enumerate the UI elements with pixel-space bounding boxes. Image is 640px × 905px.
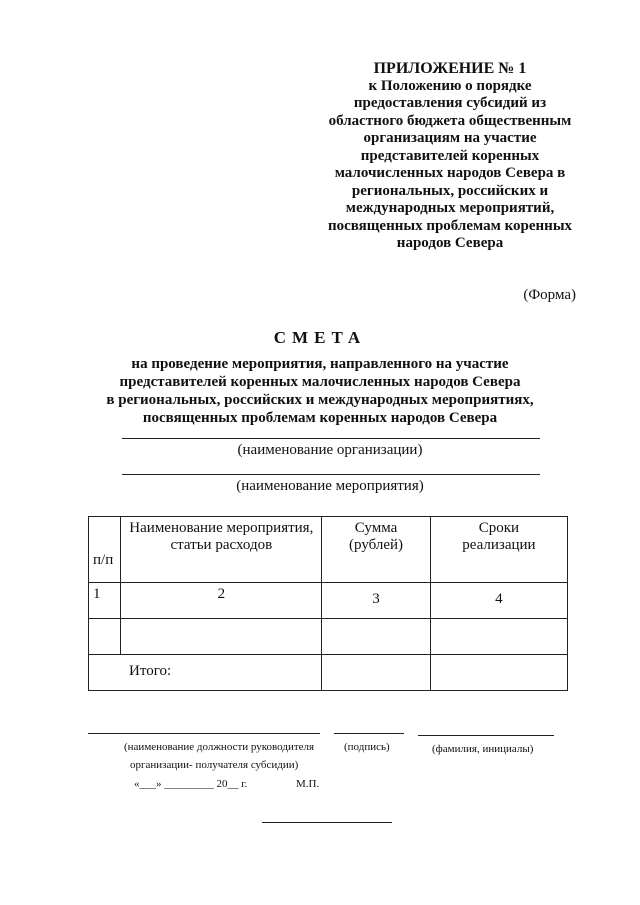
cell-empty [430, 619, 567, 655]
position-caption: (наименование должности руководителя [124, 741, 315, 753]
total-terms [430, 655, 567, 691]
subtitle-line: на проведение мероприятия, направленного на участие [131, 356, 509, 372]
subtitle-line: представителей коренных малочисленных народов Севера [119, 374, 521, 390]
appendix-line: международных мероприятий, [345, 200, 555, 216]
appendix-line: к Положению о порядке [368, 77, 532, 94]
appendix-line: региональных, российских и [351, 182, 549, 199]
total-sum [322, 655, 431, 691]
event-caption: (наименование мероприятия) [236, 478, 424, 494]
cell-empty [89, 619, 121, 655]
total-row [89, 655, 568, 691]
event-blank-line [122, 474, 540, 475]
header-sum: Сумма (рублей) [322, 517, 431, 583]
cell-empty [121, 619, 322, 655]
header-terms: Сроки реализации [430, 517, 567, 583]
subtitle-line: в региональных, российских и международных мероприятиях, [106, 392, 534, 408]
appendix-line: малочисленных народов Севера в [334, 165, 566, 181]
document-title: СМЕТА [273, 328, 367, 347]
appendix-line: организациям на участие [363, 130, 537, 146]
appendix-block [300, 60, 600, 253]
position-blank-line [88, 733, 320, 734]
date-line: «___» _________ 20__ г. [134, 778, 248, 790]
name-caption: (фамилия, инициалы) [432, 743, 534, 755]
estimate-table [88, 516, 568, 691]
table-row [89, 619, 568, 655]
appendix-line: областного бюджета общественным [328, 112, 572, 129]
cell-col-1: 1 [89, 583, 121, 619]
header-number: п/п [89, 517, 121, 583]
document-subtitle [100, 355, 540, 427]
stamp-label: М.П. [296, 778, 320, 790]
form-label: (Форма) [523, 287, 576, 303]
organization-blank-line [122, 438, 540, 439]
subtitle-line: посвященных проблемам коренных народов Севера [142, 410, 498, 426]
table-row [89, 583, 568, 619]
cell-col-2: 2 [121, 583, 322, 619]
signature-caption: (подпись) [344, 741, 390, 753]
bottom-rule [262, 822, 392, 823]
appendix-line: предоставления субсидий из [353, 95, 547, 111]
name-blank-line [418, 735, 554, 736]
appendix-line: представителей коренных [360, 147, 540, 164]
cell-col-4: 4 [430, 583, 567, 619]
cell-empty [322, 619, 431, 655]
appendix-line: посвященных проблемам коренных [327, 217, 573, 234]
header-name: Наименование мероприятия, статьи расходов [121, 517, 322, 583]
organization-caption: (наименование организации) [237, 442, 423, 458]
signature-blank-line [334, 733, 404, 734]
appendix-heading: ПРИЛОЖЕНИЕ № 1 [373, 60, 527, 77]
org-caption: организации- получателя субсидии) [130, 759, 299, 771]
total-label: Итого: [89, 655, 322, 691]
appendix-line: народов Севера [396, 235, 504, 251]
cell-col-3: 3 [322, 583, 431, 619]
table-header-row [89, 517, 568, 583]
